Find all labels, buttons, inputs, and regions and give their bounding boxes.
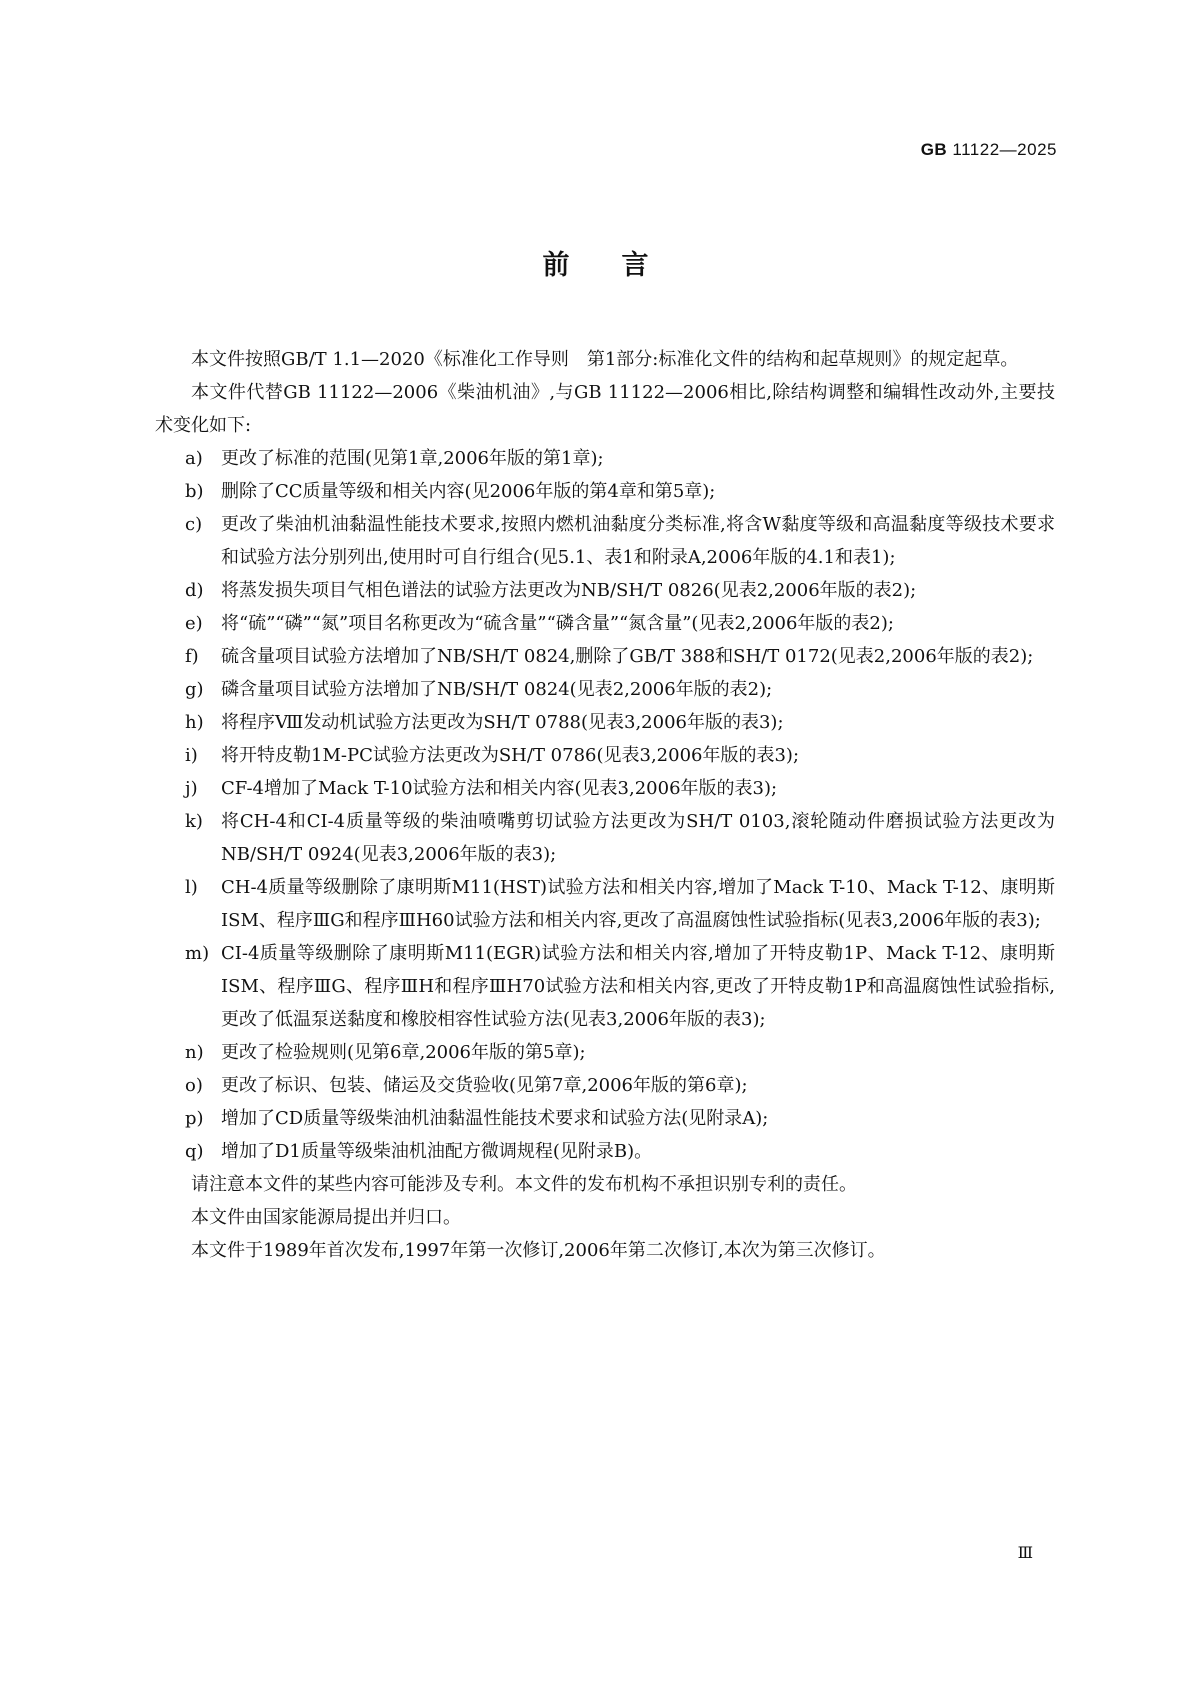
change-item (155, 1102, 1055, 1135)
change-item (155, 1135, 1055, 1168)
change-item-label: l) (185, 877, 198, 898)
change-item-text: 磷含量项目试验方法增加了NB/SH/T 0824(见表2,2006年版的表2); (221, 679, 773, 700)
change-item-label: f) (185, 646, 199, 667)
change-item-label: a) (185, 448, 203, 469)
change-item (155, 673, 1055, 706)
change-item (155, 772, 1055, 805)
change-item-text: CH-4质量等级删除了康明斯M11(HST)试验方法和相关内容,增加了Mack T-10、Mack T-12、康明斯ISM、程序ⅢG和程序ⅢH60试验方法和相关内容,更改了高温腐蚀性试验指标(见表3,2006年版的表3); (221, 877, 1055, 931)
document-code-prefix: GB (920, 140, 948, 159)
change-item-text: 更改了柴油机油黏温性能技术要求,按照内燃机油黏度分类标准,将含W黏度等级和高温黏度等级技术要求和试验方法分别列出,使用时可自行组合(见5.1、表1和附录A,2006年版的4.1和表1); (221, 514, 1055, 568)
change-item-label: h) (185, 712, 204, 733)
replacement-paragraph: 本文件代替GB 11122—2006《柴油机油》,与GB 11122—2006相比,除结构调整和编辑性改动外,主要技术变化如下: (155, 382, 1055, 436)
change-item (155, 442, 1055, 475)
change-item (155, 871, 1055, 937)
change-item-text: 更改了检验规则(见第6章,2006年版的第5章); (221, 1042, 586, 1063)
change-item (155, 739, 1055, 772)
change-item-text: 将蒸发损失项目气相色谱法的试验方法更改为NB/SH/T 0826(见表2,2006年版的表2); (221, 580, 917, 601)
change-item-text: 将开特皮勒1M-PC试验方法更改为SH/T 0786(见表3,2006年版的表3); (221, 745, 800, 766)
change-item-text: 硫含量项目试验方法增加了NB/SH/T 0824,删除了GB/T 388和SH/T 0172(见表2,2006年版的表2); (221, 646, 1034, 667)
change-item (155, 805, 1055, 871)
change-item-label: i) (185, 745, 198, 766)
change-item-label: m) (185, 943, 210, 964)
change-item-text: 更改了标准的范围(见第1章,2006年版的第1章); (221, 448, 604, 469)
change-item-text: 删除了CC质量等级和相关内容(见2006年版的第4章和第5章); (221, 481, 716, 502)
document-code (921, 140, 1057, 160)
change-item-label: d) (185, 580, 204, 601)
change-item-text: 增加了D1质量等级柴油机油配方微调规程(见附录B)。 (221, 1141, 653, 1162)
change-item (155, 640, 1055, 673)
change-item-label: q) (185, 1141, 204, 1162)
change-item-text: 增加了CD质量等级柴油机油黏温性能技术要求和试验方法(见附录A); (221, 1108, 769, 1129)
document-code-number: 11122—2025 (952, 140, 1057, 159)
page-number: Ⅲ (1017, 1543, 1033, 1562)
change-item-label: g) (185, 679, 204, 700)
change-item (155, 1036, 1055, 1069)
change-item-label: o) (185, 1075, 203, 1096)
history-paragraph: 本文件于1989年首次发布,1997年第一次修订,2006年第二次修订,本次为第三次修订。 (191, 1240, 886, 1261)
change-item-label: c) (185, 514, 203, 535)
change-item-label: j) (185, 778, 198, 799)
change-item-label: b) (185, 481, 204, 502)
change-item (155, 1069, 1055, 1102)
change-item (155, 937, 1055, 1036)
change-item (155, 706, 1055, 739)
change-item-text: CI-4质量等级删除了康明斯M11(EGR)试验方法和相关内容,增加了开特皮勒1P、Mack T-12、康明斯ISM、程序ⅢG、程序ⅢH和程序ⅢH70试验方法和相关内容,更改了开特皮勒1P和高温腐蚀性试验指标,更改了低温泵送黏度和橡胶相容性试验方法(见表3,2006年版的表3); (221, 943, 1055, 1030)
patent-notice-paragraph: 请注意本文件的某些内容可能涉及专利。本文件的发布机构不承担识别专利的责任。 (191, 1174, 857, 1195)
change-item (155, 574, 1055, 607)
change-item-label: n) (185, 1042, 204, 1063)
intro-paragraph: 本文件按照GB/T 1.1—2020《标准化工作导则 第1部分:标准化文件的结构和起草规则》的规定起草。 (191, 349, 1019, 370)
change-item-text: 更改了标识、包装、储运及交货验收(见第7章,2006年版的第6章); (221, 1075, 748, 1096)
change-item-text: 将“硫”“磷”“氮”项目名称更改为“硫含量”“磷含量”“氮含量”(见表2,2006年版的表2); (221, 613, 894, 634)
change-item-label: k) (185, 811, 203, 832)
change-item-text: 将程序Ⅷ发动机试验方法更改为SH/T 0788(见表3,2006年版的表3); (221, 712, 784, 733)
page-title: 前言 (542, 250, 701, 281)
change-item-text: 将CH-4和CI-4质量等级的柴油喷嘴剪切试验方法更改为SH/T 0103,滚轮随动件磨损试验方法更改为NB/SH/T 0924(见表3,2006年版的表3); (221, 811, 1055, 865)
change-item (155, 607, 1055, 640)
change-item (155, 508, 1055, 574)
document-body (155, 343, 1055, 1267)
change-item-label: p) (185, 1108, 204, 1129)
change-item-text: CF-4增加了Mack T-10试验方法和相关内容(见表3,2006年版的表3); (221, 778, 778, 799)
change-item (155, 475, 1055, 508)
proposer-paragraph: 本文件由国家能源局提出并归口。 (191, 1207, 461, 1228)
change-item-label: e) (185, 613, 203, 634)
